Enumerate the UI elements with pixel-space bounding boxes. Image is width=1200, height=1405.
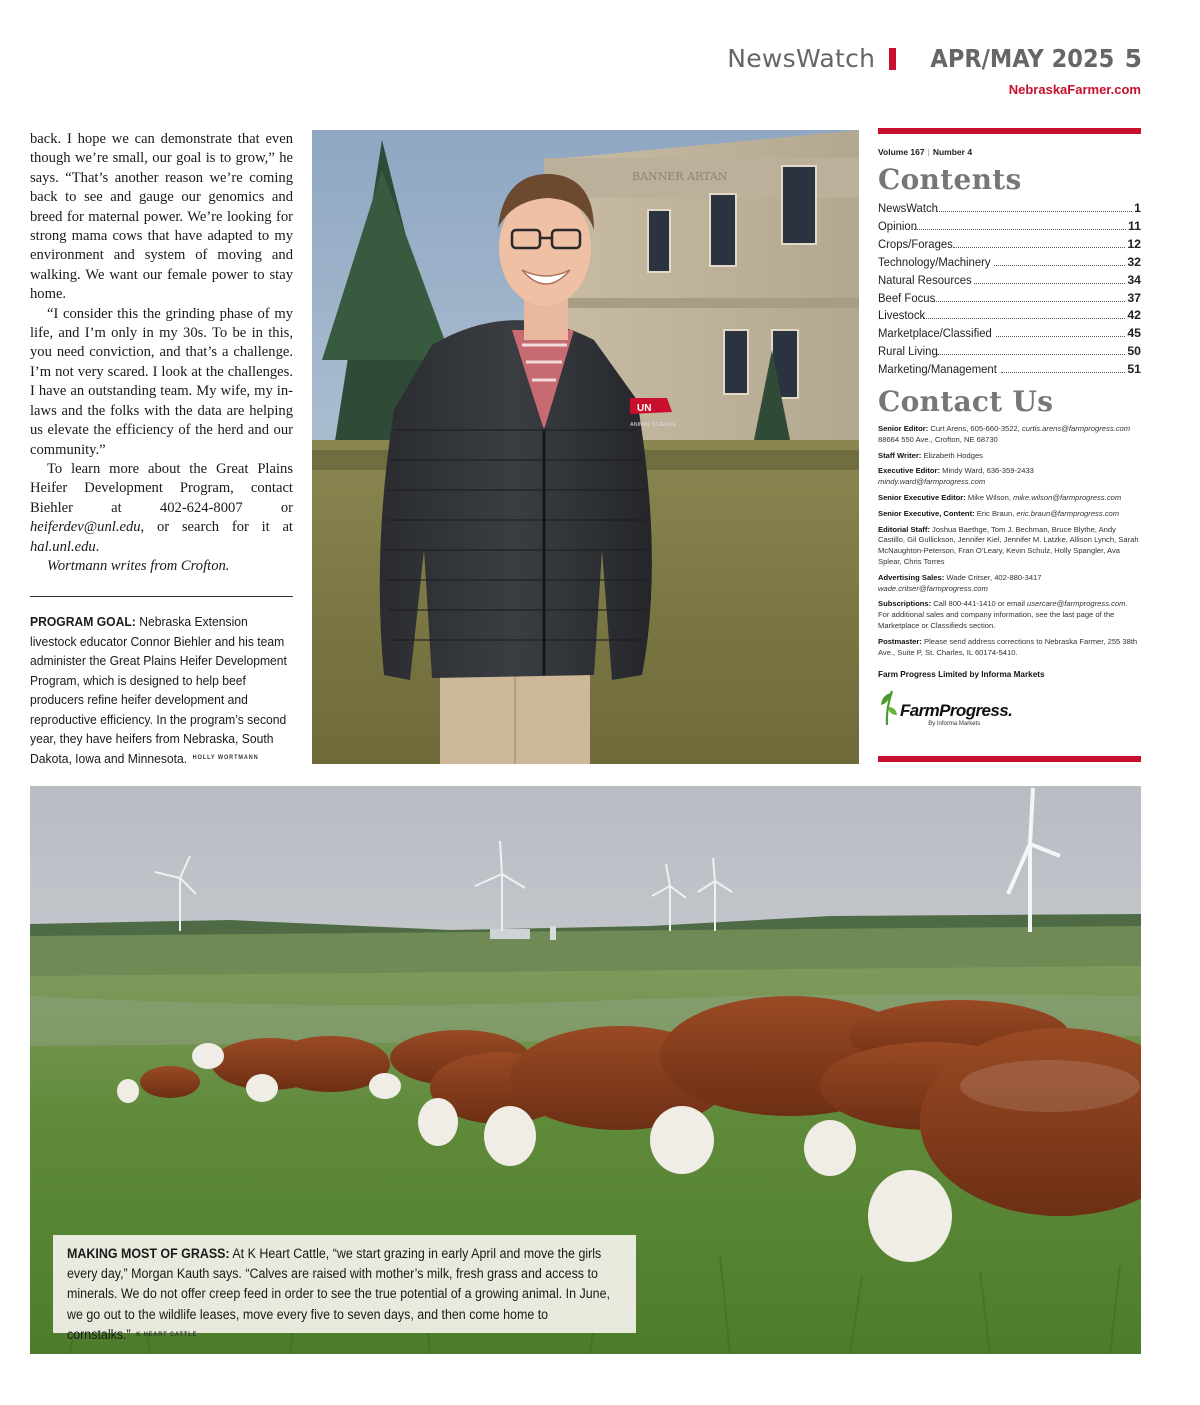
- portrait-illustration: [312, 130, 859, 764]
- staff-entry: Senior Executive, Content: Eric Braun, eric.braun@farmprogress.com: [878, 508, 1120, 518]
- toc-page: 11: [1128, 218, 1141, 233]
- toc-title: Marketplace/Classified: [878, 326, 992, 341]
- email-link[interactable]: heiferdev@unl.edu: [30, 519, 141, 536]
- staff-entry: Editorial Staff: Joshua Baethge, Tom J. Bechman, Bruce Blythe, Andy Castillo, Gil Gullickson, Jennifer Kiel, Jennifer M. Latzke, Allison Lynch, Sarah McNaughton-Peterson, Fran O’Leary, Kevin Schulz, Holly Spangler, Ava Splear, Chris Torres: [878, 524, 1139, 567]
- toc-item[interactable]: [878, 343, 1141, 361]
- contents-heading: Contents: [878, 163, 1022, 196]
- contents-panel: [878, 128, 1141, 729]
- staff-list: [878, 424, 1141, 658]
- toc-page: 50: [1127, 344, 1141, 359]
- toc-item[interactable]: [878, 290, 1141, 308]
- toc-title: Beef Focus: [878, 290, 936, 305]
- photo-credit: K HEART CATTLE: [136, 1332, 198, 1339]
- site-link[interactable]: NebraskaFarmer.com: [1008, 82, 1141, 97]
- article-text: To learn more about the Great Plains Heifer Development Program, contact Biehler at 402-624-8007 or: [30, 460, 293, 516]
- jacket-logo-text: ANIMAL SCIENCE: [630, 422, 677, 428]
- article-text: , or search for it at: [140, 519, 293, 536]
- email-link[interactable]: mindy.ward@farmprogress.com: [878, 477, 986, 487]
- caption-text: At K Heart Cattle, “we start grazing in early April and move the girls every day,” Morgan Kauth says. “Calves are raised with mother’s milk, fresh grass and access to minerals. We do not offer creep feed in order to see the true potential of a growing animal. In June, we go out to the wildlife leases, move every five to seven days, and then come home to cornstalks.”: [67, 1246, 610, 1342]
- contact-heading: Contact Us: [878, 385, 1054, 419]
- photo-caption: [30, 612, 293, 769]
- staff-entry: Senior Executive Editor: Mike Wilson, mike.wilson@farmprogress.com: [878, 493, 1122, 503]
- email-link[interactable]: eric.braun@farmprogress.com: [1016, 508, 1120, 518]
- toc-page: 1: [1134, 201, 1141, 215]
- red-rule: [878, 756, 1141, 762]
- divider: [30, 596, 293, 597]
- photo-credit: HOLLY WORTMANN: [192, 755, 259, 762]
- logo-wordmark: FarmProgress.: [900, 701, 1013, 721]
- volume: Volume 167: [878, 147, 925, 157]
- article-column: [30, 130, 293, 576]
- section-name: NewsWatch: [727, 44, 876, 73]
- toc-page: 42: [1127, 308, 1141, 323]
- volume-line: Volume 167 | Number 4: [878, 147, 973, 157]
- page-header: [727, 44, 1142, 73]
- staff-entry: Executive Editor: Mindy Ward, 636-359-2433 mindy.ward@farmprogress.com: [878, 466, 1034, 487]
- article-paragraph: back. I hope we can demonstrate that even though we’re small, our goal is to grow,” he says. “That’s another reason we’re coming back to see and gauge our genomics and breed for maternal power. We’re looking for strong mama cows that have adapted to my environment and system of moving and walking. We want our female power to stay home.: [30, 131, 293, 303]
- web-link[interactable]: hal.unl.edu: [30, 538, 96, 555]
- toc-title: NewsWatch: [878, 201, 938, 215]
- email-link[interactable]: curtis.arens@farmprogress.com: [1021, 424, 1131, 434]
- toc-item[interactable]: [878, 307, 1141, 325]
- caption-text: Nebraska Extension livestock educator Connor Biehler and his team administer the Great Plains Heifer Development Program, which is designed to help beef producers refine heifer development and reproductive efficiency. In the program’s second year, they have heifers from Nebraska, South Dakota, Iowa and Minnesota.: [30, 614, 287, 766]
- toc-title: Marketing/Management: [878, 362, 997, 377]
- article-paragraph: “I consider this the grinding phase of my life, and I’m only in my 30s. To be in this, you need conviction, and that’s a challenge. I’m not very scared. I look at the challenges. I have an outstanding team. My wife, my in-laws and the folks with the data are helping us elevate the efficiency of the herd and our community.”: [30, 305, 293, 458]
- toc-item[interactable]: [878, 361, 1141, 379]
- toc-item[interactable]: [878, 236, 1141, 254]
- logo-subtext: By Informa Markets: [928, 721, 981, 728]
- toc-item[interactable]: [878, 218, 1141, 236]
- toc-title: Opinion: [878, 218, 917, 233]
- email-link[interactable]: wade.critser@farmprogress.com: [878, 583, 988, 593]
- staff-entry: Senior Editor: Curt Arens, 605-660-3522, curtis.arens@farmprogress.com 88664 550 Ave., Crofton, NE 68730: [878, 424, 1131, 444]
- photo-caption: [53, 1235, 636, 1342]
- page-number: 5: [1124, 44, 1142, 73]
- red-rule: [878, 128, 1141, 134]
- company-line: Farm Progress Limited by Informa Markets: [878, 670, 1045, 680]
- email-link[interactable]: usercare@farmprogress.com: [1027, 599, 1126, 609]
- toc-page: 32: [1127, 254, 1141, 269]
- toc-title: Technology/Machinery: [878, 254, 991, 269]
- toc-title: Livestock: [878, 308, 926, 323]
- article-paragraph: [30, 460, 293, 557]
- byline: [30, 557, 293, 576]
- toc-title: Crops/Forages: [878, 236, 953, 251]
- staff-entry: Subscriptions: Call 800-441-1410 or email usercare@farmprogress.com. For additional sales and company information, see the last page of the Marketplace or Classifieds section.: [878, 599, 1128, 631]
- toc-item[interactable]: [878, 200, 1141, 218]
- article-text: .: [95, 538, 100, 555]
- toc-item[interactable]: [878, 325, 1141, 343]
- toc-item[interactable]: [878, 272, 1141, 290]
- issue-number: Number 4: [932, 147, 973, 157]
- header-divider: [889, 48, 896, 70]
- contents-list: [878, 200, 1141, 379]
- toc-page: 37: [1127, 290, 1141, 305]
- building-inscription: BANNER ARTAN: [632, 170, 728, 183]
- toc-item[interactable]: [878, 254, 1141, 272]
- toc-page: 34: [1127, 272, 1141, 287]
- issue-date: APR/MAY 2025: [930, 44, 1115, 73]
- staff-entry: Postmaster: Please send address corrections to Nebraska Farmer, 255 38th Ave., Suite P, St. Charles, IL 60174-5410.: [878, 636, 1138, 657]
- leaf-icon: [878, 687, 898, 727]
- caption-lead: PROGRAM GOAL:: [30, 614, 136, 629]
- portrait-photo: [312, 130, 859, 764]
- toc-page: 51: [1127, 362, 1141, 377]
- jacket-logo-mark: UN: [637, 403, 652, 414]
- toc-page: 12: [1127, 236, 1141, 251]
- staff-entry: Advertising Sales: Wade Critser, 402-880-3417 wade.critser@farmprogress.com: [878, 572, 1042, 593]
- toc-title: Rural Living: [878, 344, 938, 359]
- toc-title: Natural Resources: [878, 272, 972, 287]
- email-link[interactable]: mike.wilson@farmprogress.com: [1013, 493, 1122, 503]
- byline-text: Wortmann writes from Crofton.: [47, 557, 230, 574]
- staff-entry: Staff Writer: Elizabeth Hodges: [878, 450, 983, 460]
- farmprogress-logo: [878, 687, 1141, 729]
- toc-page: 45: [1127, 326, 1141, 341]
- caption-lead: MAKING MOST OF GRASS:: [67, 1246, 230, 1261]
- caption-body: [67, 1244, 620, 1345]
